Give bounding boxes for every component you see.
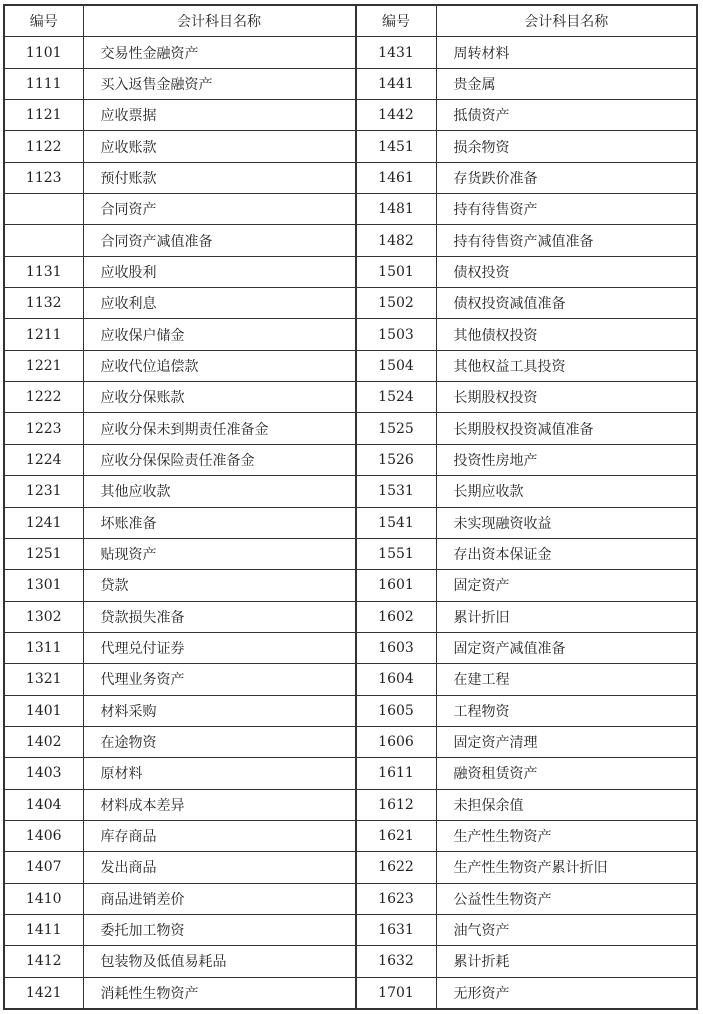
account-code: 1211 (4, 319, 83, 350)
account-name: 损余物资 (436, 131, 697, 162)
account-code: 1551 (356, 538, 436, 569)
account-code: 1524 (356, 382, 436, 413)
account-name: 公益性生物资产 (436, 883, 697, 914)
table-row (356, 726, 697, 757)
account-name: 发出商品 (83, 852, 355, 883)
account-name: 抵债资产 (436, 100, 697, 131)
table-row (4, 883, 355, 914)
account-code: 1602 (356, 601, 436, 632)
account-code: 1221 (4, 350, 83, 381)
account-code: 1502 (356, 288, 436, 319)
account-code: 1501 (356, 256, 436, 287)
table-row (4, 726, 355, 757)
table-row (356, 601, 697, 632)
account-name: 其他权益工具投资 (436, 350, 697, 381)
code-header: 编号 (356, 5, 436, 37)
account-name: 应收利息 (83, 288, 355, 319)
table-row (4, 100, 355, 131)
table-row (356, 538, 697, 569)
account-code: 1461 (356, 162, 436, 193)
table-row (356, 695, 697, 726)
account-code: 1131 (4, 256, 83, 287)
accounts-table-left-body (4, 37, 355, 1009)
account-code: 1132 (4, 288, 83, 319)
account-name: 未实现融资收益 (436, 507, 697, 538)
table-row (4, 914, 355, 945)
account-name: 其他债权投资 (436, 319, 697, 350)
header-row (4, 5, 355, 37)
table-row (356, 319, 697, 350)
table-row (356, 507, 697, 538)
account-name: 委托加工物资 (83, 914, 355, 945)
account-code: 1101 (4, 37, 83, 68)
table-row (4, 413, 355, 444)
account-code: 1111 (4, 68, 83, 99)
table-row (356, 444, 697, 475)
account-code: 1442 (356, 100, 436, 131)
table-row (356, 883, 697, 914)
account-code: 1241 (4, 507, 83, 538)
account-code: 1410 (4, 883, 83, 914)
table-row (356, 162, 697, 193)
account-name: 预付账款 (83, 162, 355, 193)
account-code: 1123 (4, 162, 83, 193)
account-name: 融资租赁资产 (436, 758, 697, 789)
account-code: 1412 (4, 946, 83, 977)
table-row (356, 476, 697, 507)
account-code: 1122 (4, 131, 83, 162)
account-code: 1404 (4, 789, 83, 820)
table-row (4, 225, 355, 256)
account-name: 代理业务资产 (83, 664, 355, 695)
account-name: 应收账款 (83, 131, 355, 162)
account-code: 1224 (4, 444, 83, 475)
account-name: 包装物及低值易耗品 (83, 946, 355, 977)
account-code (4, 194, 83, 225)
account-code: 1601 (356, 570, 436, 601)
account-name: 商品进销差价 (83, 883, 355, 914)
account-code: 1481 (356, 194, 436, 225)
table-row (4, 977, 355, 1009)
accounts-table-right-body (356, 37, 697, 1009)
account-name: 累计折耗 (436, 946, 697, 977)
account-code: 1231 (4, 476, 83, 507)
account-name: 应收保户储金 (83, 319, 355, 350)
table-row (356, 100, 697, 131)
account-code: 1407 (4, 852, 83, 883)
table-row (4, 288, 355, 319)
account-name: 生产性生物资产累计折旧 (436, 852, 697, 883)
account-code: 1531 (356, 476, 436, 507)
table-row (356, 413, 697, 444)
table-row (356, 68, 697, 99)
table-row (356, 131, 697, 162)
account-name: 存出资本保证金 (436, 538, 697, 569)
table-row (356, 37, 697, 68)
account-code: 1503 (356, 319, 436, 350)
account-name: 其他应收款 (83, 476, 355, 507)
account-name: 应收股利 (83, 256, 355, 287)
account-name: 长期应收款 (436, 476, 697, 507)
account-code: 1622 (356, 852, 436, 883)
account-name: 贵金属 (436, 68, 697, 99)
account-code: 1302 (4, 601, 83, 632)
table-row (356, 256, 697, 287)
account-code: 1411 (4, 914, 83, 945)
account-code: 1612 (356, 789, 436, 820)
accounts-table (3, 4, 697, 1010)
table-row (356, 632, 697, 663)
account-name: 油气资产 (436, 914, 697, 945)
account-name: 固定资产清理 (436, 726, 697, 757)
account-name: 贷款损失准备 (83, 601, 355, 632)
table-row (356, 977, 697, 1009)
table-row (4, 37, 355, 68)
accounts-table-left (3, 4, 356, 1010)
account-name: 贴现资产 (83, 538, 355, 569)
code-header: 编号 (4, 5, 83, 37)
account-code: 1631 (356, 914, 436, 945)
account-code: 1311 (4, 632, 83, 663)
account-code (4, 225, 83, 256)
header-row (356, 5, 697, 37)
table-row (4, 131, 355, 162)
table-row (4, 789, 355, 820)
account-name: 债权投资 (436, 256, 697, 287)
account-code: 1605 (356, 695, 436, 726)
table-row (4, 632, 355, 663)
table-row (356, 664, 697, 695)
table-row (4, 758, 355, 789)
account-name: 固定资产减值准备 (436, 632, 697, 663)
account-name: 长期股权投资 (436, 382, 697, 413)
table-row (356, 225, 697, 256)
table-row (4, 570, 355, 601)
account-name: 原材料 (83, 758, 355, 789)
account-name: 消耗性生物资产 (83, 977, 355, 1009)
table-row (4, 601, 355, 632)
account-code: 1223 (4, 413, 83, 444)
table-row (4, 162, 355, 193)
table-row (4, 820, 355, 851)
table-row (4, 68, 355, 99)
account-name: 材料成本差异 (83, 789, 355, 820)
table-row (356, 946, 697, 977)
table-row (4, 382, 355, 413)
account-code: 1623 (356, 883, 436, 914)
account-code: 1121 (4, 100, 83, 131)
account-code: 1621 (356, 820, 436, 851)
account-name: 应收分保账款 (83, 382, 355, 413)
table-row (4, 194, 355, 225)
account-code: 1632 (356, 946, 436, 977)
account-name: 贷款 (83, 570, 355, 601)
table-row (4, 695, 355, 726)
table-row (356, 789, 697, 820)
table-row (4, 852, 355, 883)
account-name: 生产性生物资产 (436, 820, 697, 851)
account-code: 1301 (4, 570, 83, 601)
account-code: 1604 (356, 664, 436, 695)
account-code: 1606 (356, 726, 436, 757)
table-row (356, 288, 697, 319)
table-row (4, 507, 355, 538)
account-code: 1526 (356, 444, 436, 475)
account-code: 1406 (4, 820, 83, 851)
account-name: 累计折旧 (436, 601, 697, 632)
table-row (356, 758, 697, 789)
account-code: 1525 (356, 413, 436, 444)
account-code: 1401 (4, 695, 83, 726)
account-name: 应收分保保险责任准备金 (83, 444, 355, 475)
account-name: 周转材料 (436, 37, 697, 68)
account-name: 合同资产 (83, 194, 355, 225)
table-row (356, 382, 697, 413)
account-name: 坏账准备 (83, 507, 355, 538)
table-row (4, 476, 355, 507)
account-name: 库存商品 (83, 820, 355, 851)
account-name: 持有待售资产 (436, 194, 697, 225)
account-name: 买入返售金融资产 (83, 68, 355, 99)
account-code: 1482 (356, 225, 436, 256)
table-row (4, 946, 355, 977)
account-name: 在途物资 (83, 726, 355, 757)
account-name: 工程物资 (436, 695, 697, 726)
account-name: 在建工程 (436, 664, 697, 695)
account-code: 1402 (4, 726, 83, 757)
table-row (356, 820, 697, 851)
table-row (356, 350, 697, 381)
account-name: 长期股权投资减值准备 (436, 413, 697, 444)
name-header: 会计科目名称 (436, 5, 697, 37)
account-code: 1421 (4, 977, 83, 1009)
account-code: 1403 (4, 758, 83, 789)
account-code: 1541 (356, 507, 436, 538)
table-row (4, 350, 355, 381)
account-name: 持有待售资产减值准备 (436, 225, 697, 256)
account-code: 1431 (356, 37, 436, 68)
account-name: 存货跌价准备 (436, 162, 697, 193)
account-name: 交易性金融资产 (83, 37, 355, 68)
account-name: 材料采购 (83, 695, 355, 726)
table-row (4, 256, 355, 287)
account-code: 1504 (356, 350, 436, 381)
account-code: 1701 (356, 977, 436, 1009)
account-code: 1603 (356, 632, 436, 663)
table-row (4, 538, 355, 569)
accounts-table-right (356, 4, 699, 1010)
table-row (356, 852, 697, 883)
account-name: 应收票据 (83, 100, 355, 131)
table-row (356, 570, 697, 601)
account-name: 固定资产 (436, 570, 697, 601)
account-name: 应收代位追偿款 (83, 350, 355, 381)
table-row (4, 319, 355, 350)
table-row (4, 664, 355, 695)
account-name: 未担保余值 (436, 789, 697, 820)
account-name: 投资性房地产 (436, 444, 697, 475)
account-code: 1321 (4, 664, 83, 695)
account-name: 代理兑付证券 (83, 632, 355, 663)
account-name: 无形资产 (436, 977, 697, 1009)
account-code: 1441 (356, 68, 436, 99)
account-name: 债权投资减值准备 (436, 288, 697, 319)
account-name: 合同资产减值准备 (83, 225, 355, 256)
account-code: 1451 (356, 131, 436, 162)
table-row (4, 444, 355, 475)
account-code: 1251 (4, 538, 83, 569)
table-row (356, 194, 697, 225)
account-code: 1222 (4, 382, 83, 413)
account-name: 应收分保未到期责任准备金 (83, 413, 355, 444)
table-row (356, 914, 697, 945)
name-header: 会计科目名称 (83, 5, 355, 37)
account-code: 1611 (356, 758, 436, 789)
